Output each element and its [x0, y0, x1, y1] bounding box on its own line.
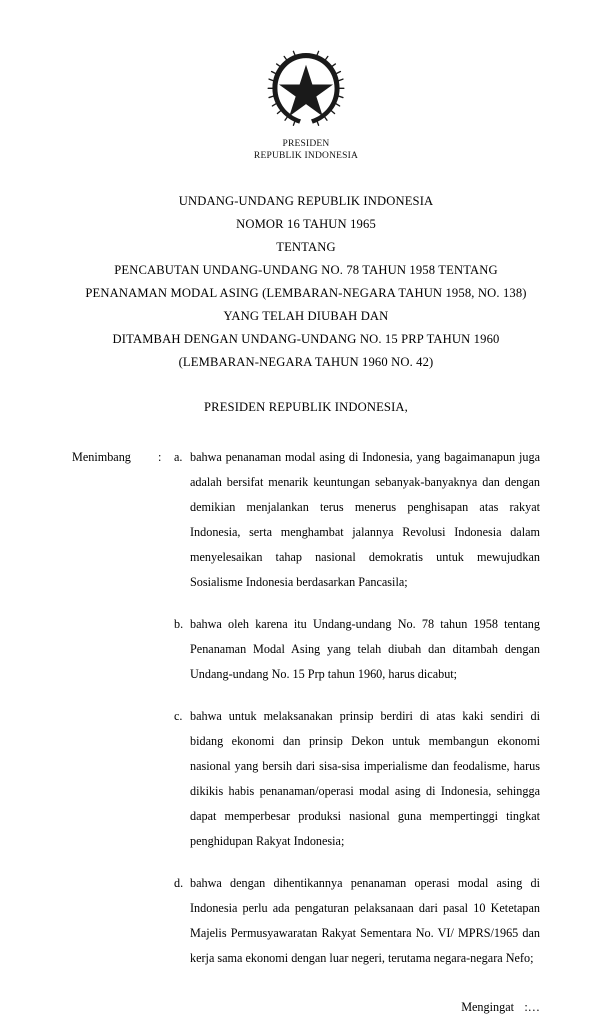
- consideration-marker: b.: [174, 617, 184, 631]
- title-line-subject-2: PENANAMAN MODAL ASING (LEMBARAN-NEGARA TAHUN 1958, NO. 138): [85, 286, 527, 300]
- title-line-subject-4: DITAMBAH DENGAN UNDANG-UNDANG NO. 15 PRP TAHUN 1960: [112, 332, 500, 346]
- consideration-text: bahwa oleh karena itu Undang-undang No. 78 tahun 1958 tentang Penanaman Modal Asing yang telah diubah dan ditambah dengan Undang-undang No. 15 Prp tahun 1960, harus dicabut;: [190, 617, 540, 681]
- title-line-subject-3: YANG TELAH DIUBAH DAN: [223, 309, 389, 323]
- emblem-caption-line-1: PRESIDEN: [282, 139, 330, 149]
- considerations-colon: :: [158, 450, 162, 464]
- continuation-line: [72, 997, 540, 1017]
- consideration-text: bahwa untuk melaksanakan prinsip berdiri di atas kaki sendiri di bidang ekonomi dan prinsip Dekon untuk membangun ekonomi nasional yang bersih dari sisa-sisa imperialisme dan feodalisme, harus dikikis habis penanaman/operasi modal asing di Indonesia, sehingga dapat memperbesar produksi nasional guna mempertinggi tingkat penghidupan Rakyat Indonesia;: [190, 709, 540, 848]
- consideration-marker: a.: [174, 450, 183, 464]
- considerations-section: [72, 445, 540, 971]
- continuation-label: Mengingat: [461, 1000, 514, 1014]
- title-line-law-type: UNDANG-UNDANG REPUBLIK INDONESIA: [178, 194, 434, 208]
- consideration-text: bahwa penanaman modal asing di Indonesia, yang bagaimanapun juga adalah bersifat menarik keuntungan sebanyak-banyaknya dan dengan demikian menjalankan terus menerus penghisapan atas rakyat Indonesia, serta menghambat jalannya Revolusi Indonesia dalam menyelesaikan tahap nasional demokratis untuk mewujudkan Sosialisme Indonesia berdasarkan Pancasila;: [190, 450, 540, 589]
- consideration-item: [174, 612, 540, 687]
- indonesia-presidential-seal-icon: [264, 48, 348, 132]
- title-line-subject-1: PENCABUTAN UNDANG-UNDANG NO. 78 TAHUN 1958 TENTANG: [114, 263, 498, 277]
- emblem-caption: [72, 138, 540, 162]
- consideration-marker: c.: [174, 709, 183, 723]
- title-line-subject-5: (LEMBARAN-NEGARA TAHUN 1960 NO. 42): [178, 355, 434, 369]
- considerations-label: Menimbang: [72, 450, 131, 464]
- consideration-item: [174, 871, 540, 971]
- consideration-text: bahwa dengan dihentikannya penanaman operasi modal asing di Indonesia perlu ada pengaturan pelaksanaan dari pasal 10 Ketetapan Majelis Permusyawaratan Rakyat Sementara No. VI/ MPRS/1965 dan kerja sama ekonomi dengan luar negeri, terutama negara-negara Nefo;: [190, 876, 540, 965]
- title-line-tentang: TENTANG: [276, 240, 336, 254]
- document-title-block: [72, 190, 540, 374]
- considerations-list: [174, 445, 540, 971]
- opening-statement: PRESIDEN REPUBLIK INDONESIA,: [204, 400, 408, 414]
- consideration-marker: d.: [174, 876, 184, 890]
- consideration-item: [174, 445, 540, 595]
- title-line-number: NOMOR 16 TAHUN 1965: [236, 217, 376, 231]
- consideration-item: [174, 704, 540, 854]
- continuation-colon: :…: [524, 1000, 540, 1014]
- emblem-caption-line-2: REPUBLIK INDONESIA: [253, 151, 359, 161]
- emblem-block: [72, 48, 540, 162]
